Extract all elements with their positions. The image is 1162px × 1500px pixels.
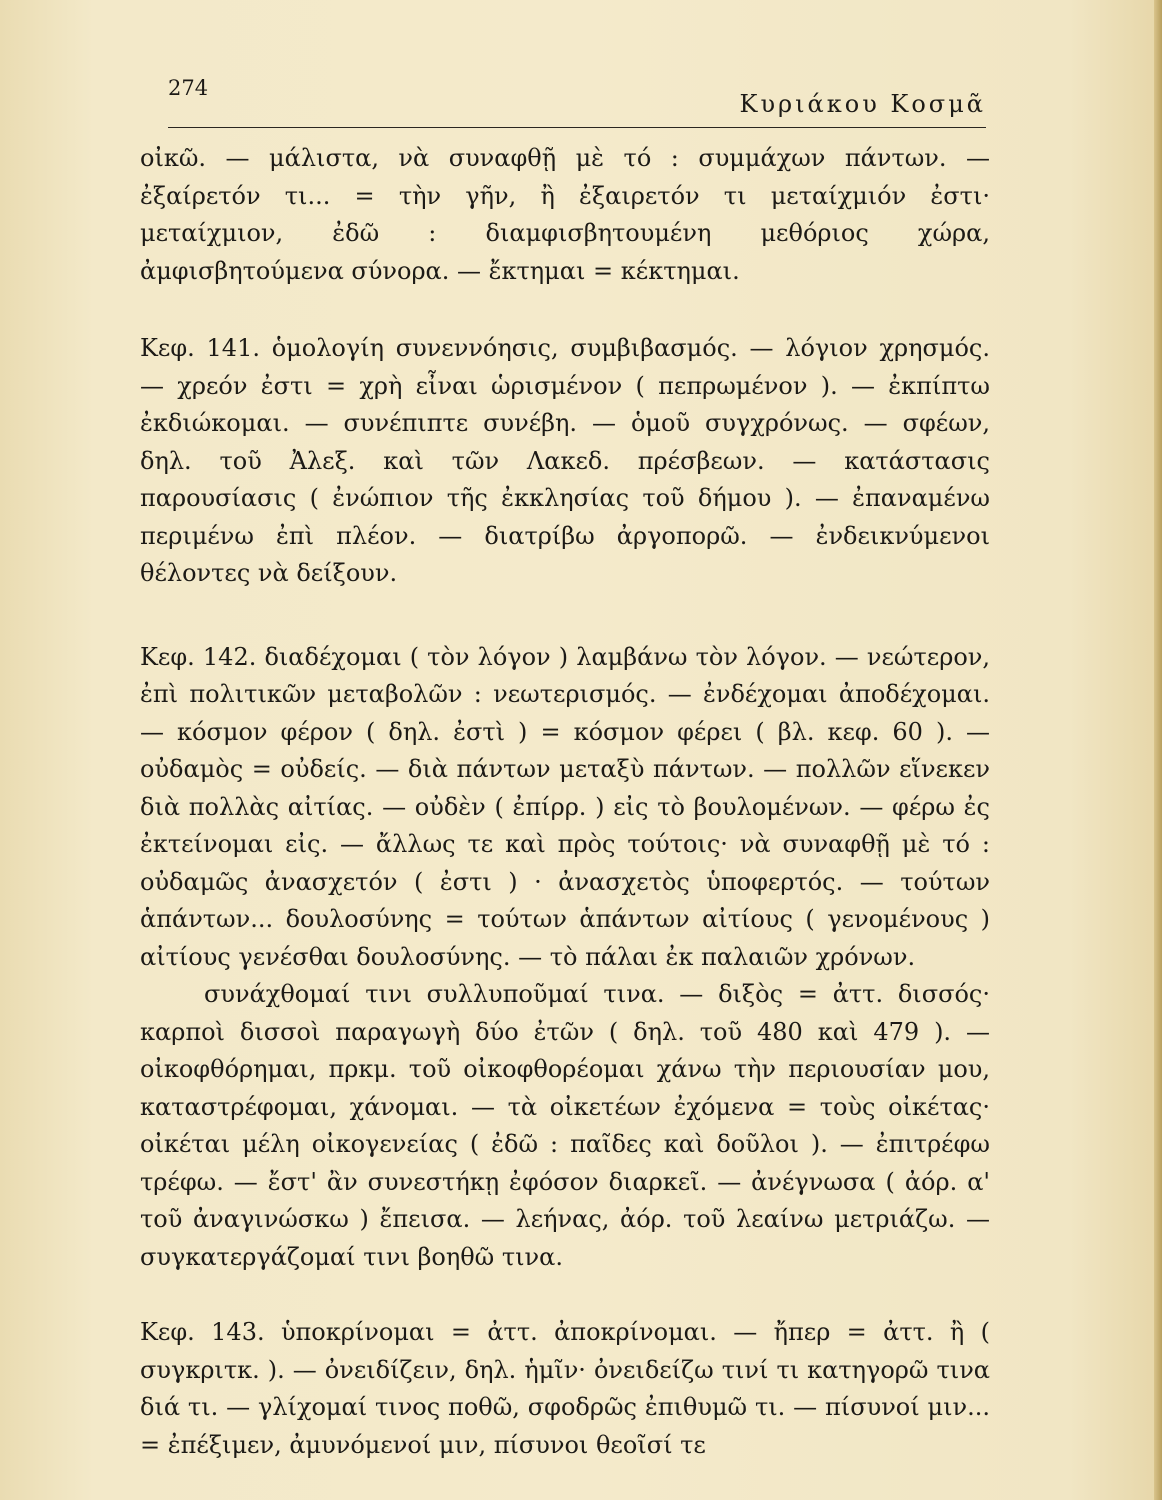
- page-edge: [1154, 0, 1162, 1500]
- page-number: 274: [168, 76, 209, 100]
- paragraph-chapter-143: Κεφ. 143. ὑποκρίνομαι = ἀττ. ἀποκρίνομαι. — ἤπερ = ἀττ. ἢ ( συγκριτκ. ). — ὀνειδίζειν, δηλ. ἡμῖν· ὀνειδείζω τινί τι κατηγορῶ τινα διά τι. — γλίχομαί τινος ποθῶ, σφοδρῶς ἐπιθυμῶ τι. — πίσυνοί μιν... = ἐπέξιμεν, ἀμυνόμενοί μιν, πίσυνοι θεοῖσί τε: [140, 1318, 990, 1459]
- paragraph-continuation: οἰκῶ. — μάλιστα, νὰ συναφθῇ μὲ τό : συμμάχων πάντων. — ἐξαίρετόν τι... = τὴν γῆν, ἢ ἐξαιρετόν τι μεταίχμιόν ἐστι· μεταίχμιον, ἐδῶ : διαμφισβητουμένη μεθόριος χώρα, ἀμφισβητούμενα σύνορα. — ἔκτημαι = κέκτημαι.: [140, 144, 990, 285]
- paragraph-chapter-141: Κεφ. 141. ὁμολογίη συνεννόησις, συμβιβασμός. — λόγιον χρησμός. — χρεόν ἐστι = χρὴ εἶναι ὡρισμένον ( πεπρωμένον ). — ἐκπίπτω ἐκδιώκομαι. — συνέπιπτε συνέβη. — ὁμοῦ συγχρόνως. — σφέων, δηλ. τοῦ Ἀλεξ. καὶ τῶν Λακεδ. πρέσβεων. — κατάστασις παρουσίασις ( ἐνώπιον τῆς ἐκκλησίας τοῦ δήμου ). — ἐπαναμένω περιμένω ἐπὶ πλέον. — διατρίβω ἀργοπορῶ. — ἐνδεικνύμενοι θέλοντες νὰ δείξουν.: [140, 334, 990, 587]
- page-header: [168, 72, 986, 128]
- paragraph-chapter-142: Κεφ. 142. διαδέχομαι ( τὸν λόγον ) λαμβάνω τὸν λόγον. — νεώτερον, ἐπὶ πολιτικῶν μεταβολῶν : νεωτερισμός. — ἐνδέχομαι ἀποδέχομαι. — κόσμον φέρον ( δηλ. ἐστὶ ) = κόσμον φέρει ( βλ. κεφ. 60 ). — οὐδαμὸς = οὐδείς. — διὰ πάντων μεταξὺ πάντων. — πολλῶν εἵνεκεν διὰ πολλὰς αἰτίας. — οὐδὲν ( ἐπίρρ. ) εἰς τὸ βουλομένων. — φέρω ἐς ἐκτείνομαι εἰς. — ἄλλως τε καὶ πρὸς τούτοις· νὰ συναφθῇ μὲ τό : οὐδαμῶς ἀνασχετόν ( ἐστι ) · ἀνασχετὸς ὑποφερτός. — τούτων ἁπάντων... δουλοσύνης = τούτων ἁπάντων αἰτίους ( γενομένους ) αἰτίους γενέσθαι δουλοσύνης. — τὸ πάλαι ἐκ παλαιῶν χρόνων.: [140, 642, 990, 971]
- running-head: Κυριάκου Κοσμᾶ: [739, 90, 986, 118]
- header-rule: [168, 127, 986, 128]
- paragraph-chapter-142-cont: συνάχθομαί τινι συλλυποῦμαί τινα. — διξὸς = ἀττ. δισσός· καρποὶ δισσοὶ παραγωγὴ δύο ἐτῶν ( δηλ. τοῦ 480 καὶ 479 ). — οἰκοφθόρημαι, πρκμ. τοῦ οἰκοφθορέομαι χάνω τὴν περιουσίαν μου, καταστρέφομαι, χάνομαι. — τὰ οἰκετέων ἐχόμενα = τοὺς οἰκέτας· οἰκέται μέλη οἰκογενείας ( ἐδῶ : παῖδες καὶ δοῦλοι ). — ἐπιτρέφω τρέφω. — ἔστ' ἂν συνεστήκῃ ἐφόσον διαρκεῖ. — ἀνέγνωσα ( ἀόρ. α' τοῦ ἀναγινώσκω ) ἔπεισα. — λεήνας, ἀόρ. τοῦ λεαίνω μετριάζω. — συγκατεργάζομαί τινι βοηθῶ τινα.: [140, 980, 990, 1271]
- page-body: [140, 140, 990, 1459]
